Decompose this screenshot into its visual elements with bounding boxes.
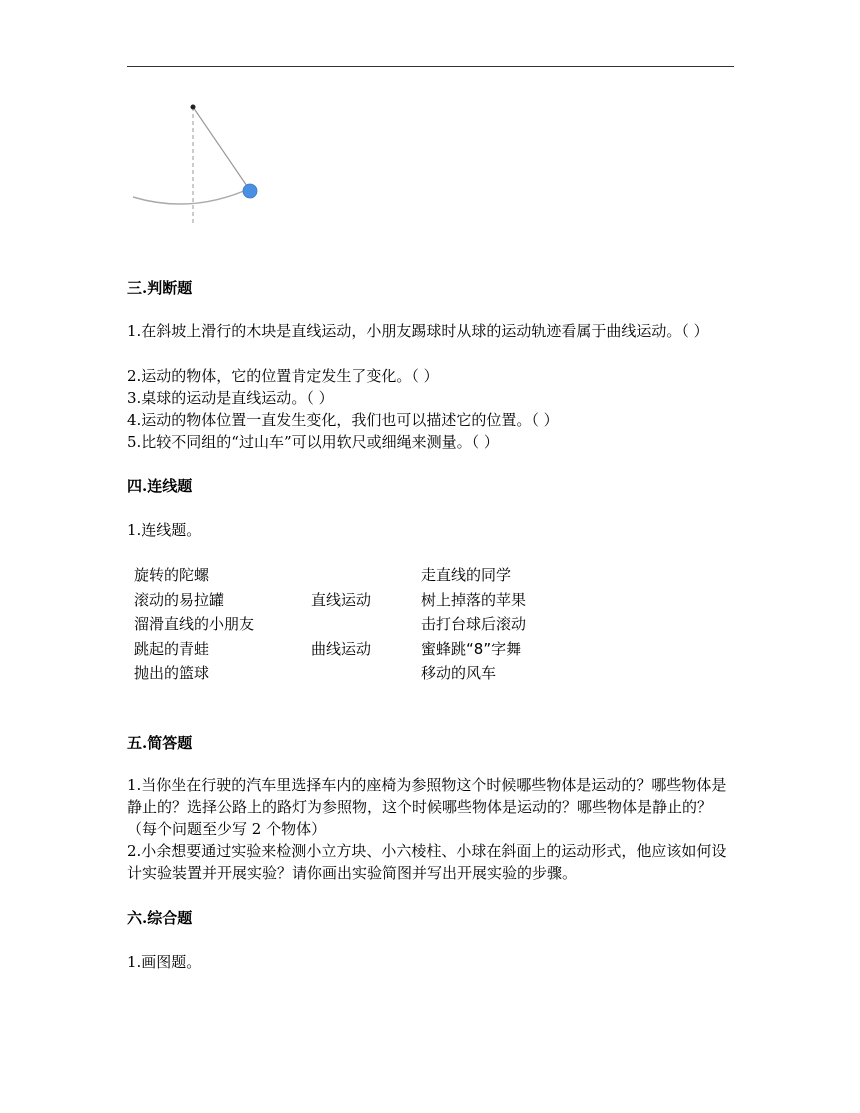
header-rule [127,66,734,67]
pendulum-ball [243,184,257,198]
left-item-2: 滚动的易拉罐 [134,591,225,609]
left-item-3: 溜滑直线的小朋友 [134,615,255,633]
left-item-5: 抛出的篮球 [134,664,210,682]
pendulum-figure [128,95,268,230]
left-item-4: 跳起的青蛙 [134,640,210,658]
pendulum-string [193,107,249,189]
section6-q1: 1.画图题。 [127,953,202,971]
section6-title: 六.综合题 [127,909,193,927]
pendulum-pivot [191,105,196,110]
section4-title: 四.连线题 [127,477,193,495]
left-item-1: 旋转的陀螺 [134,566,210,584]
section3-q3: 3.桌球的运动是直线运动。（ ） [127,389,334,407]
section3-q5: 5.比较不同组的“过山车”可以用软尺或细绳来测量。（ ） [127,433,499,451]
section5-title: 五.简答题 [127,734,193,752]
section5-q2: 2.小余想要通过实验来检测小立方块、小六棱柱、小球在斜面上的运动形式，他应该如何设计实验装置并开展实验？请你画出实验简图并写出开展实验的步骤。 [127,842,727,882]
right-item-5: 移动的风车 [421,664,497,682]
section3-q2: 2.运动的物体，它的位置肯定发生了变化。（ ） [127,367,439,385]
section3-q1: 1.在斜坡上滑行的木块是直线运动，小朋友踢球时从球的运动轨迹看属于曲线运动。（ ） [127,322,709,340]
section5-q1: 1.当你坐在行驶的汽车里选择车内的座椅为参照物这个时候哪些物体是运动的？哪些物体是静止的？选择公路上的路灯为参照物，这个时候哪些物体是运动的？哪些物体是静止的？（每个问题至少写 2 个物体） [127,776,727,838]
right-item-2: 树上掉落的苹果 [421,591,527,609]
right-item-3: 击打台球后滚动 [421,615,527,633]
middle-item-1: 直线运动 [311,591,372,609]
middle-item-2: 曲线运动 [311,640,372,658]
right-item-4: 蜜蜂跳“8”字舞 [421,640,522,658]
section4-q1: 1.连线题。 [127,521,202,539]
section3-q4: 4.运动的物体位置一直发生变化，我们也可以描述它的位置。（ ） [127,411,559,429]
section3-title: 三.判断题 [127,279,193,297]
right-item-1: 走直线的同学 [421,566,512,584]
